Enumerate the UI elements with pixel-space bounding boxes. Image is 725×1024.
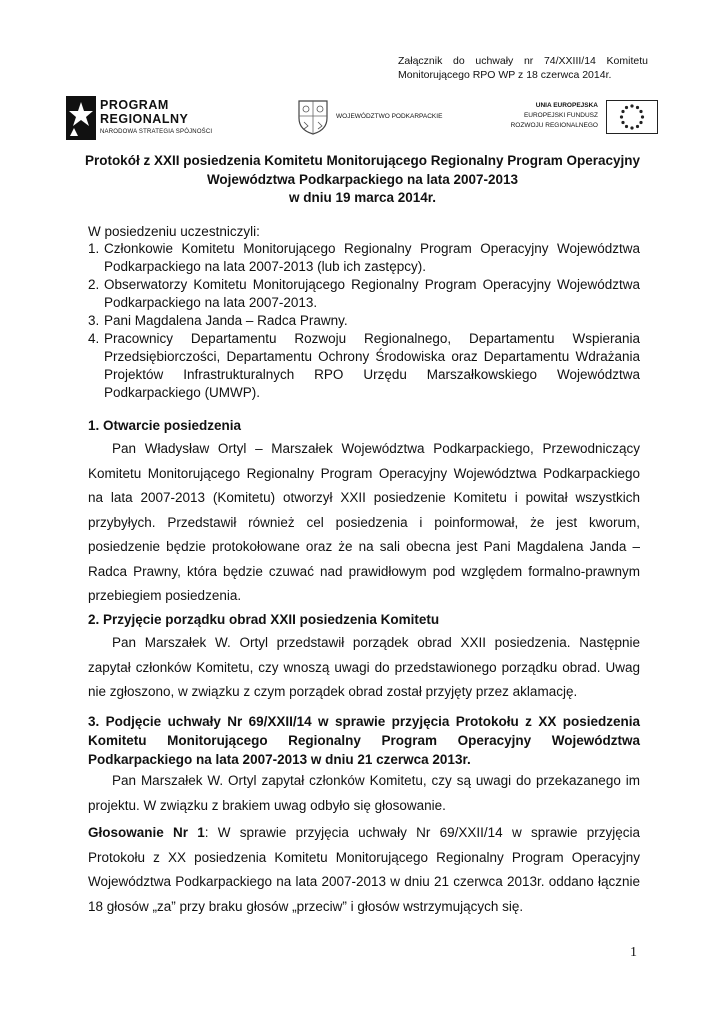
attendee-item bbox=[88, 276, 640, 312]
section-1-heading: 1. Otwarcie posiedzenia bbox=[88, 418, 242, 433]
program-regionalny-logo bbox=[66, 96, 246, 142]
program-logo-line3: NARODOWA STRATEGIA SPÓJNOŚCI bbox=[100, 129, 213, 135]
document-title bbox=[80, 152, 645, 208]
attendee-text: Obserwatorzy Komitetu Monitorującego Regionalny Program Operacyjny Województwa Podkarpackiego na lata 2007-2013. bbox=[104, 277, 640, 310]
vote-label: Głosowanie Nr 1 bbox=[88, 825, 205, 840]
program-logo-line2: REGIONALNY bbox=[100, 112, 189, 126]
page-number: 1 bbox=[630, 945, 637, 960]
coat-of-arms-icon bbox=[296, 98, 330, 136]
attendee-item bbox=[88, 312, 640, 330]
eu-line1: UNIA EUROPEJSKA bbox=[535, 102, 598, 109]
attendee-text: Członkowie Komitetu Monitorującego Regionalny Program Operacyjny Województwa Podkarpackiego na lata 2007-2013 (lub ich zastępcy). bbox=[104, 241, 640, 274]
section-3-heading: 3. Podjęcie uchwały Nr 69/XXII/14 w sprawie przyjęcia Protokołu z XX posiedzenia Komitetu Monitorującego Regionalny Program Operacyjny Województwa Podkarpackiego na lata 2007-2013 w dniu 21 czerwca 2013r. bbox=[88, 714, 640, 767]
attendee-item bbox=[88, 330, 640, 402]
section-2-text: Pan Marszałek W. Ortyl przedstawił porządek obrad XXII posiedzenia. Następnie zapytał członków Komitetu, czy wnoszą uwagi do przedstawionego porządku obrad. Uwag nie zgłoszono, w związku z czym porządek obrad został przyjęty przez aklamację. bbox=[88, 635, 640, 699]
attachment-note: Załącznik do uchwały nr 74/XXIII/14 Komitetu Monitorującego RPO WP z 18 czerwca 2014r. bbox=[398, 55, 648, 81]
attendee-number: 3. bbox=[88, 313, 100, 328]
attendee-number: 4. bbox=[88, 331, 100, 346]
attendees-list bbox=[88, 240, 640, 402]
program-star-icon bbox=[66, 96, 96, 140]
section-3-text: Pan Marszałek W. Ortyl zapytał członków Komitetu, czy są uwagi do przekazanego im projektu. W związku z brakiem uwag odbyło się głosowanie. bbox=[88, 773, 640, 813]
vote-text: : W sprawie przyjęcia uchwały Nr 69/XXII/14 w sprawie przyjęcia Protokołu z XX posiedzenia Komitetu Monitorującego Regionalny Program Operacyjny Województwa Podkarpackiego na lata 2007-2013 w dniu 21 czerwca 2013r. oddano łącznie 18 głosów „za” przy braku głosów „przeciw” i głosów wstrzymujących się. bbox=[88, 825, 640, 914]
title-line-3: w dniu 19 marca 2014r. bbox=[288, 190, 437, 205]
eu-line2: EUROPEJSKI FUNDUSZ bbox=[523, 112, 598, 119]
voivodeship-label: WOJEWÓDZTWO PODKARPACKIE bbox=[336, 113, 443, 120]
attendee-number: 1. bbox=[88, 241, 100, 256]
vote-paragraph bbox=[88, 821, 640, 919]
eu-logo bbox=[470, 100, 660, 136]
attendee-text: Pani Magdalena Janda – Radca Prawny. bbox=[104, 313, 348, 328]
title-line-1: Protokół z XXII posiedzenia Komitetu Monitorującego Regionalny Program Operacyjny bbox=[84, 153, 641, 168]
voivodeship-logo bbox=[296, 98, 466, 138]
attendee-item bbox=[88, 240, 640, 276]
section-2-heading: 2. Przyjęcie porządku obrad XXII posiedzenia Komitetu bbox=[88, 612, 440, 627]
program-logo-line1: PROGRAM bbox=[100, 98, 169, 112]
eu-line3: ROZWOJU REGIONALNEGO bbox=[510, 122, 598, 129]
attendees-intro: W posiedzeniu uczestniczyli: bbox=[88, 224, 260, 239]
section-1-text: Pan Władysław Ortyl – Marszałek Województwa Podkarpackiego, Przewodniczący Komitetu Monitorującego Regionalny Program Operacyjny Województwa Podkarpackiego na lata 2007-2013 (Komitetu) otworzył XXII posiedzenie Komitetu i powitał wszystkich przybyłych. Przedstawił również cel posiedzenia i poinformował, że jest kworum, posiedzenie będzie protokołowane oraz że na sali obecna jest Pani Magdalena Janda – Radca Prawny, która będzie czuwać nad prawidłowym pod względem formalno-prawnym przebiegiem posiedzenia. bbox=[88, 441, 640, 603]
eu-flag-icon bbox=[606, 100, 658, 134]
title-line-2: Województwa Podkarpackiego na lata 2007-2013 bbox=[206, 171, 519, 187]
attendee-text: Pracownicy Departamentu Rozwoju Regionalnego, Departamentu Wspierania Przedsiębiorczości, Departamentu Ochrony Środowiska oraz Departamentu Wdrażania Projektów Infrastrukturalnych RPO Urzędu Marszałkowskiego Województwa Podkarpackiego (UMWP). bbox=[104, 331, 640, 400]
attendee-number: 2. bbox=[88, 277, 100, 292]
